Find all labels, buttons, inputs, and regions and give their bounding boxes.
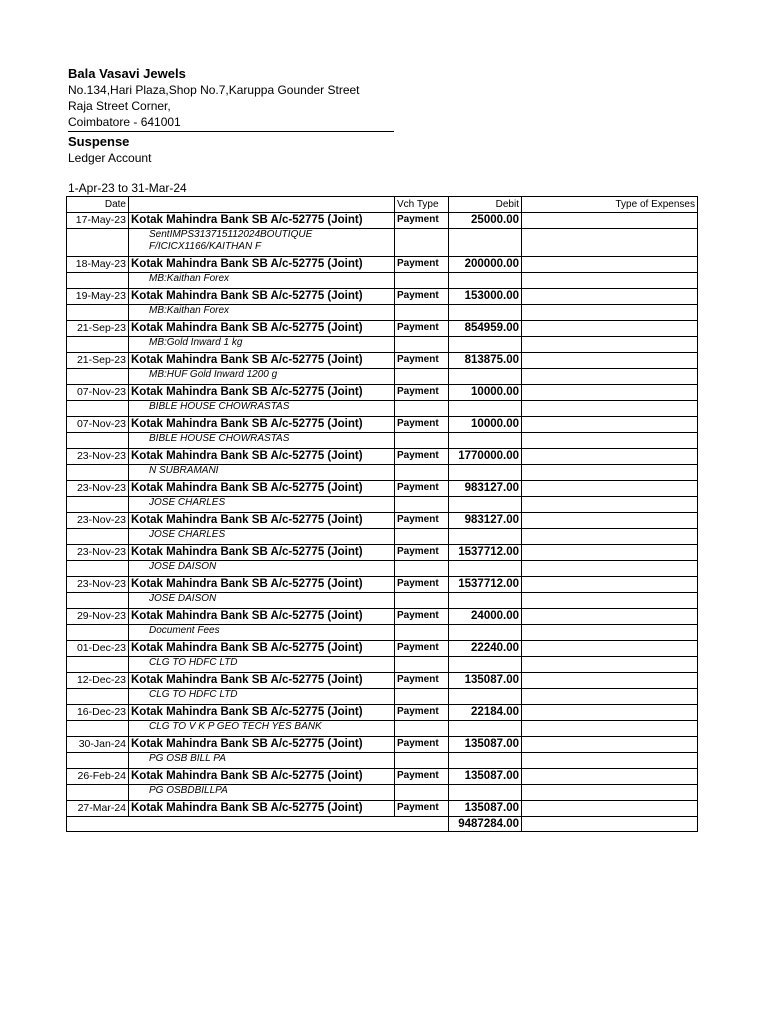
- narration-date-blank: [67, 561, 129, 577]
- narration-row: [67, 465, 698, 481]
- entry-narration: BIBLE HOUSE CHOWRASTAS: [129, 401, 395, 417]
- entry-date: 17-May-23: [67, 213, 129, 229]
- narration-row: [67, 625, 698, 641]
- entry-type-of-expenses: [522, 353, 698, 369]
- narration-row: [67, 689, 698, 705]
- entry-particulars: Kotak Mahindra Bank SB A/c-52775 (Joint): [129, 449, 395, 465]
- entry-type-of-expenses: [522, 213, 698, 229]
- narration-vch-blank: [395, 229, 449, 257]
- entry-type-of-expenses: [522, 257, 698, 273]
- entry-vch-type: Payment: [395, 705, 449, 721]
- entry-debit: 22240.00: [449, 641, 522, 657]
- entry-vch-type: Payment: [395, 257, 449, 273]
- entry-narration: PG OSBDBILLPA: [129, 785, 395, 801]
- table-row: [67, 737, 698, 753]
- narration-row: [67, 497, 698, 513]
- narration-date-blank: [67, 369, 129, 385]
- entry-debit: 1537712.00: [449, 545, 522, 561]
- entry-vch-type: Payment: [395, 577, 449, 593]
- narration-row: [67, 593, 698, 609]
- narration-debit-blank: [449, 337, 522, 353]
- entry-debit: 135087.00: [449, 673, 522, 689]
- narration-row: [67, 753, 698, 769]
- narration-date-blank: [67, 753, 129, 769]
- narration-date-blank: [67, 657, 129, 673]
- narration-vch-blank: [395, 497, 449, 513]
- narration-row: [67, 337, 698, 353]
- narration-type-blank: [522, 529, 698, 545]
- narration-debit-blank: [449, 497, 522, 513]
- entry-type-of-expenses: [522, 513, 698, 529]
- entry-vch-type: Payment: [395, 481, 449, 497]
- entry-narration: PG OSB BILL PA: [129, 753, 395, 769]
- narration-vch-blank: [395, 305, 449, 321]
- table-row: [67, 577, 698, 593]
- entry-narration: JOSE DAISON: [129, 561, 395, 577]
- narration-date-blank: [67, 273, 129, 289]
- narration-vch-blank: [395, 465, 449, 481]
- entry-debit: 10000.00: [449, 417, 522, 433]
- entry-date: 16-Dec-23: [67, 705, 129, 721]
- entry-date: 23-Nov-23: [67, 481, 129, 497]
- entry-vch-type: Payment: [395, 609, 449, 625]
- narration-vch-blank: [395, 657, 449, 673]
- entry-debit: 1537712.00: [449, 577, 522, 593]
- entry-particulars: Kotak Mahindra Bank SB A/c-52775 (Joint): [129, 513, 395, 529]
- entry-particulars: Kotak Mahindra Bank SB A/c-52775 (Joint): [129, 385, 395, 401]
- narration-vch-blank: [395, 561, 449, 577]
- entry-narration: MB:Kaithan Forex: [129, 273, 395, 289]
- narration-row: [67, 401, 698, 417]
- narration-debit-blank: [449, 657, 522, 673]
- total-debit: 9487284.00: [449, 817, 522, 832]
- ledger-body: [67, 213, 698, 832]
- entry-type-of-expenses: [522, 577, 698, 593]
- entry-type-of-expenses: [522, 609, 698, 625]
- table-row: [67, 641, 698, 657]
- entry-particulars: Kotak Mahindra Bank SB A/c-52775 (Joint): [129, 257, 395, 273]
- entry-vch-type: Payment: [395, 385, 449, 401]
- entry-particulars: Kotak Mahindra Bank SB A/c-52775 (Joint): [129, 417, 395, 433]
- entry-debit: 135087.00: [449, 801, 522, 817]
- entry-vch-type: Payment: [395, 417, 449, 433]
- entry-narration: MB:Gold Inward 1 kg: [129, 337, 395, 353]
- entry-date: 07-Nov-23: [67, 385, 129, 401]
- narration-vch-blank: [395, 785, 449, 801]
- narration-date-blank: [67, 721, 129, 737]
- narration-debit-blank: [449, 401, 522, 417]
- narration-debit-blank: [449, 229, 522, 257]
- narration-row: [67, 785, 698, 801]
- entry-type-of-expenses: [522, 673, 698, 689]
- address-line-1: No.134,Hari Plaza,Shop No.7,Karuppa Gounder Street: [68, 83, 360, 97]
- header-date: Date: [67, 197, 129, 213]
- entry-particulars: Kotak Mahindra Bank SB A/c-52775 (Joint): [129, 353, 395, 369]
- table-row: [67, 769, 698, 785]
- narration-row: [67, 369, 698, 385]
- entry-type-of-expenses: [522, 417, 698, 433]
- entry-date: 01-Dec-23: [67, 641, 129, 657]
- narration-date-blank: [67, 785, 129, 801]
- entry-vch-type: Payment: [395, 673, 449, 689]
- entry-vch-type: Payment: [395, 213, 449, 229]
- narration-row: [67, 273, 698, 289]
- narration-row: [67, 657, 698, 673]
- entry-vch-type: Payment: [395, 449, 449, 465]
- entry-narration: CLG TO HDFC LTD: [129, 689, 395, 705]
- table-row: [67, 289, 698, 305]
- company-header: [68, 66, 394, 166]
- narration-vch-blank: [395, 273, 449, 289]
- narration-vch-blank: [395, 753, 449, 769]
- narration-type-blank: [522, 229, 698, 257]
- table-row: [67, 417, 698, 433]
- header-debit: Debit: [449, 197, 522, 213]
- total-type-blank: [522, 817, 698, 832]
- entry-date: 23-Nov-23: [67, 449, 129, 465]
- narration-type-blank: [522, 753, 698, 769]
- table-header-row: [67, 197, 698, 213]
- entry-vch-type: Payment: [395, 289, 449, 305]
- narration-debit-blank: [449, 369, 522, 385]
- entry-vch-type: Payment: [395, 513, 449, 529]
- narration-debit-blank: [449, 689, 522, 705]
- narration-date-blank: [67, 529, 129, 545]
- table-row: [67, 385, 698, 401]
- entry-date: 30-Jan-24: [67, 737, 129, 753]
- entry-type-of-expenses: [522, 481, 698, 497]
- entry-narration: CLG TO HDFC LTD: [129, 657, 395, 673]
- entry-type-of-expenses: [522, 769, 698, 785]
- narration-date-blank: [67, 593, 129, 609]
- entry-debit: 24000.00: [449, 609, 522, 625]
- narration-date-blank: [67, 497, 129, 513]
- header-vch-type: Vch Type: [395, 197, 449, 213]
- ledger-title: Suspense: [68, 134, 130, 149]
- entry-date: 23-Nov-23: [67, 577, 129, 593]
- address-line-3: Coimbatore - 641001: [68, 115, 181, 129]
- entry-debit: 1770000.00: [449, 449, 522, 465]
- narration-debit-blank: [449, 593, 522, 609]
- entry-date: 12-Dec-23: [67, 673, 129, 689]
- narration-type-blank: [522, 561, 698, 577]
- table-row: [67, 257, 698, 273]
- entry-narration: JOSE CHARLES: [129, 529, 395, 545]
- entry-vch-type: Payment: [395, 545, 449, 561]
- narration-vch-blank: [395, 433, 449, 449]
- narration-date-blank: [67, 229, 129, 257]
- narration-type-blank: [522, 433, 698, 449]
- entry-type-of-expenses: [522, 449, 698, 465]
- entry-date: 19-May-23: [67, 289, 129, 305]
- narration-row: [67, 529, 698, 545]
- entry-vch-type: Payment: [395, 801, 449, 817]
- narration-type-blank: [522, 657, 698, 673]
- narration-vch-blank: [395, 721, 449, 737]
- entry-debit: 10000.00: [449, 385, 522, 401]
- table-row: [67, 705, 698, 721]
- narration-vch-blank: [395, 401, 449, 417]
- table-row: [67, 481, 698, 497]
- narration-row: [67, 721, 698, 737]
- entry-vch-type: Payment: [395, 353, 449, 369]
- entry-narration: JOSE DAISON: [129, 593, 395, 609]
- entry-debit: 22184.00: [449, 705, 522, 721]
- entry-date: 29-Nov-23: [67, 609, 129, 625]
- narration-vch-blank: [395, 625, 449, 641]
- entry-particulars: Kotak Mahindra Bank SB A/c-52775 (Joint): [129, 609, 395, 625]
- narration-type-blank: [522, 273, 698, 289]
- table-row: [67, 801, 698, 817]
- entry-date: 21-Sep-23: [67, 353, 129, 369]
- entry-particulars: Kotak Mahindra Bank SB A/c-52775 (Joint): [129, 801, 395, 817]
- entry-vch-type: Payment: [395, 737, 449, 753]
- entry-type-of-expenses: [522, 385, 698, 401]
- address-line-2: Raja Street Corner,: [68, 99, 171, 113]
- narration-date-blank: [67, 337, 129, 353]
- entry-date: 07-Nov-23: [67, 417, 129, 433]
- entry-date: 21-Sep-23: [67, 321, 129, 337]
- entry-particulars: Kotak Mahindra Bank SB A/c-52775 (Joint): [129, 321, 395, 337]
- narration-date-blank: [67, 625, 129, 641]
- entry-type-of-expenses: [522, 641, 698, 657]
- narration-row: [67, 433, 698, 449]
- entry-debit: 135087.00: [449, 737, 522, 753]
- narration-debit-blank: [449, 721, 522, 737]
- entry-particulars: Kotak Mahindra Bank SB A/c-52775 (Joint): [129, 213, 395, 229]
- entry-date: 27-Mar-24: [67, 801, 129, 817]
- entry-particulars: Kotak Mahindra Bank SB A/c-52775 (Joint): [129, 577, 395, 593]
- narration-row: [67, 305, 698, 321]
- entry-narration: N SUBRAMANI: [129, 465, 395, 481]
- narration-type-blank: [522, 593, 698, 609]
- entry-debit: 153000.00: [449, 289, 522, 305]
- table-row: [67, 321, 698, 337]
- entry-vch-type: Payment: [395, 641, 449, 657]
- entry-narration: SentIMPS313715112024BOUTIQUE F/ICICX1166/KAITHAN F: [129, 229, 395, 257]
- narration-type-blank: [522, 401, 698, 417]
- entry-date: 23-Nov-23: [67, 513, 129, 529]
- narration-row: [67, 561, 698, 577]
- entry-particulars: Kotak Mahindra Bank SB A/c-52775 (Joint): [129, 705, 395, 721]
- narration-row: [67, 229, 698, 257]
- entry-vch-type: Payment: [395, 769, 449, 785]
- entry-type-of-expenses: [522, 737, 698, 753]
- narration-type-blank: [522, 625, 698, 641]
- entry-particulars: Kotak Mahindra Bank SB A/c-52775 (Joint): [129, 545, 395, 561]
- table-row: [67, 609, 698, 625]
- narration-debit-blank: [449, 625, 522, 641]
- entry-type-of-expenses: [522, 289, 698, 305]
- entry-debit: 983127.00: [449, 481, 522, 497]
- entry-date: 18-May-23: [67, 257, 129, 273]
- entry-narration: MB:Kaithan Forex: [129, 305, 395, 321]
- narration-vch-blank: [395, 529, 449, 545]
- ledger-subtitle: Ledger Account: [68, 151, 152, 165]
- entry-debit: 983127.00: [449, 513, 522, 529]
- narration-type-blank: [522, 337, 698, 353]
- narration-type-blank: [522, 497, 698, 513]
- table-row: [67, 513, 698, 529]
- narration-debit-blank: [449, 529, 522, 545]
- entry-narration: Document Fees: [129, 625, 395, 641]
- entry-particulars: Kotak Mahindra Bank SB A/c-52775 (Joint): [129, 289, 395, 305]
- table-row: [67, 213, 698, 229]
- narration-date-blank: [67, 689, 129, 705]
- narration-debit-blank: [449, 305, 522, 321]
- narration-date-blank: [67, 465, 129, 481]
- entry-particulars: Kotak Mahindra Bank SB A/c-52775 (Joint): [129, 641, 395, 657]
- narration-vch-blank: [395, 689, 449, 705]
- narration-type-blank: [522, 465, 698, 481]
- narration-type-blank: [522, 721, 698, 737]
- entry-date: 26-Feb-24: [67, 769, 129, 785]
- entry-debit: 25000.00: [449, 213, 522, 229]
- table-row: [67, 545, 698, 561]
- narration-date-blank: [67, 433, 129, 449]
- narration-debit-blank: [449, 433, 522, 449]
- narration-date-blank: [67, 401, 129, 417]
- entry-particulars: Kotak Mahindra Bank SB A/c-52775 (Joint): [129, 769, 395, 785]
- entry-debit: 813875.00: [449, 353, 522, 369]
- total-row: [67, 817, 698, 832]
- narration-type-blank: [522, 305, 698, 321]
- narration-debit-blank: [449, 785, 522, 801]
- table-row: [67, 673, 698, 689]
- narration-vch-blank: [395, 337, 449, 353]
- narration-debit-blank: [449, 273, 522, 289]
- narration-debit-blank: [449, 465, 522, 481]
- table-row: [67, 353, 698, 369]
- table-row: [67, 449, 698, 465]
- entry-particulars: Kotak Mahindra Bank SB A/c-52775 (Joint): [129, 481, 395, 497]
- entry-narration: CLG TO V K P GEO TECH YES BANK: [129, 721, 395, 737]
- entry-particulars: Kotak Mahindra Bank SB A/c-52775 (Joint): [129, 673, 395, 689]
- narration-type-blank: [522, 369, 698, 385]
- entry-narration: JOSE CHARLES: [129, 497, 395, 513]
- narration-type-blank: [522, 785, 698, 801]
- narration-debit-blank: [449, 753, 522, 769]
- company-name: Bala Vasavi Jewels: [68, 66, 186, 81]
- header-divider: [68, 131, 394, 132]
- entry-vch-type: Payment: [395, 321, 449, 337]
- narration-date-blank: [67, 305, 129, 321]
- entry-debit: 854959.00: [449, 321, 522, 337]
- entry-narration: MB:HUF Gold Inward 1200 g: [129, 369, 395, 385]
- entry-type-of-expenses: [522, 321, 698, 337]
- entry-narration: BIBLE HOUSE CHOWRASTAS: [129, 433, 395, 449]
- entry-particulars: Kotak Mahindra Bank SB A/c-52775 (Joint): [129, 737, 395, 753]
- total-label-blank: [67, 817, 449, 832]
- narration-debit-blank: [449, 561, 522, 577]
- ledger-period: 1-Apr-23 to 31-Mar-24: [68, 181, 187, 195]
- entry-debit: 135087.00: [449, 769, 522, 785]
- entry-debit: 200000.00: [449, 257, 522, 273]
- entry-type-of-expenses: [522, 801, 698, 817]
- entry-date: 23-Nov-23: [67, 545, 129, 561]
- entry-type-of-expenses: [522, 545, 698, 561]
- ledger-table: [66, 196, 698, 832]
- header-type-of-expenses: Type of Expenses: [522, 197, 698, 213]
- entry-type-of-expenses: [522, 705, 698, 721]
- header-particulars: [129, 197, 395, 213]
- narration-vch-blank: [395, 593, 449, 609]
- narration-vch-blank: [395, 369, 449, 385]
- narration-type-blank: [522, 689, 698, 705]
